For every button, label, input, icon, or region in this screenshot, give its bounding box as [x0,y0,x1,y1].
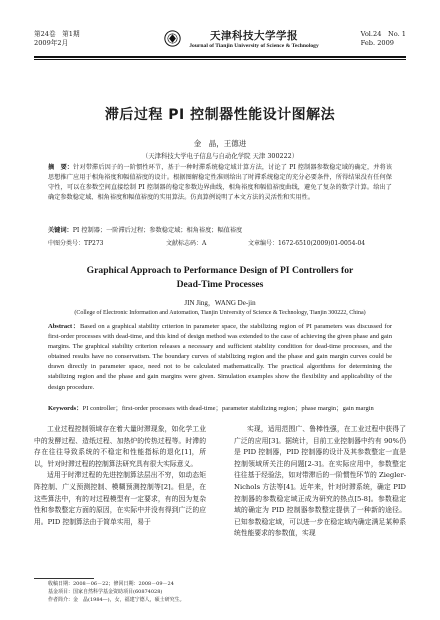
keywords-cn-text: PI 控制器；一阶滞后过程；参数稳定域；相角裕度；幅值裕度 [72,227,243,234]
title-cn: 滞后过程 PI 控制器性能设计图解法 [104,107,336,123]
keywords-cn-label: 关键词： [48,227,73,234]
body-paragraph: 适用于时滞过程的先进控制算法层出不穷，如动态矩阵控制、广义预测控制、模糊预测控制等[2]。但是，在这些算法中，有的对过程模型有一定要求，有的因为复杂性和参数整定方面的原因，在实际中并没有得到广泛的应用。PID 控制算法由于简单实用，易于 [34,471,206,526]
document-code: 文献标志码：A [166,240,207,247]
affiliation-en: (College of Electronic Information and Automation, Tianjin University of Science & Technology, Tianjin 300222, China) [74,310,366,316]
abstract-en-text: Based on a graphical stability criterion in parameter space, the stabilizing region of PI parameters was discussed for first-order processes with dead-time, and this kind of design method was extended to the case of achieving the given phase and gain margins. The graphical stability criterion releases a necessary and sufficient stability condition for dead-time processes, and the obtained results have no conservatism. The boundary curves of stabilizing region and the phase and gain margin curves could be drawn directly in parameter space, need not to be calculated mathematically. The practical algorithms for determining the stabilizing region and the phase and gain margins were given. Simulation examples show the flexibility and applicability of the design procedure. [48,323,392,391]
volume-issue-cn: 第24卷 第1期 [34,30,80,38]
journal-name-cn: 天津科技大学学报 [210,30,298,42]
keywords-en [48,404,392,414]
authors-cn: 金 晶，王德进 [193,139,247,148]
article-number: 文章编号：1672-6510(2009)01-0054-04 [248,240,366,247]
title-en-line-2: Dead-Time Processes [176,279,264,290]
authors-en: JIN Jing，WANG De-jin [184,299,256,307]
abstract-en [48,322,392,393]
journal-logo-icon [164,30,181,47]
keywords-cn [48,226,392,236]
running-header [34,30,406,56]
header-rule-thick [34,56,406,58]
body-paragraph: 工业过程控制领域存在着大量时滞现象，如化学工业中的发酵过程、造纸过程、加热炉的传热过程等。时滞的存在往往导致系统的不稳定和性能指标的退化[1]，所以，针对时滞过程的控制算法研究具有很大实际意义。 [34,425,206,468]
date-cn: 2009年2月 [34,39,69,47]
footnote-author: 作者简介：金 晶(1984—)，女，福建宁德人，硕士研究生。 [48,597,185,603]
clc-number: 中图分类号：TP273 [48,240,104,247]
footnote-rule [34,578,94,579]
keywords-en-text: PI controller；first-order processes with dead-time；parameter stabilizing region；phase margin；gain margin [82,405,374,412]
header-rule-thin [34,59,406,60]
journal-name [184,30,324,50]
abstract-en-label: Abstract： [48,323,80,330]
keywords-en-label: Keywords： [48,405,83,412]
title-en-line-1: Graphical Approach to Performance Design of PI Controllers for [86,265,354,276]
header-left [34,30,80,48]
abstract-cn [48,163,392,203]
body-paragraph: 实现，适用范围广、鲁棒性强，在工业过程中获得了广泛的应用[3]。据统计，目前工业控制器中约有 90%仍是 PID 控制器，PID 控制器的设计及其参数整定一直是控制领域所关注的问题[2-3]。在实际应用中，参数整定往往基于经验法，如对带滞后的一阶惯性环节的 Ziegler-Nichols 方法等[4]。近年来，针对时滞系统，确定 PID 控制器的参数稳定域正成为研究的热点[5-8]。参数稳定域的确定为 PID 控制器参数整定提供了一种新的途径。已知参数稳定域，可以进一步在稳定域内确定满足某种系统性能要求的参数值，实现 [234,425,406,538]
body-column-right [234,424,406,540]
body-column-left [34,424,206,528]
volume-issue-en: Vol.24 No. 1 [360,30,406,38]
abstract-cn-text: 针对带滞后因子的一阶惯性环节，基于一种时滞系统稳定域计算方法，讨论了 PI 控制器参数稳定域的确定，并将该思想推广应用于相角裕度和幅值裕度的设计。根据图解稳定性准则给出了时滞系统稳定的充分必要条件，所得结果没有任何保守性，可以在参数空间直接绘制 PI 控制器的稳定参数边界曲线，相角裕度和幅值裕度曲线，避免了复杂的数学计算。给出了确定参数稳定域、相角裕度和幅值裕度的实用算法。仿真算例说明了本文方法的灵活性和实用性。 [48,164,393,201]
abstract-cn-label: 摘 要： [48,164,74,171]
affiliation-cn: （天津科技大学电子信息与自动化学院 天津 300222） [141,152,299,160]
header-right [361,30,406,48]
journal-name-en: Journal of Tianjin University of Science & Technology [189,43,319,49]
date-en: Feb. 2009 [360,39,394,47]
title-en [34,264,406,292]
footnote-received: 收稿日期：2008－06－22；修回日期：2008－09－24 [48,581,174,587]
footnote-fund: 基金项目：国家自然科学基金资助项目(60874028) [48,589,163,595]
